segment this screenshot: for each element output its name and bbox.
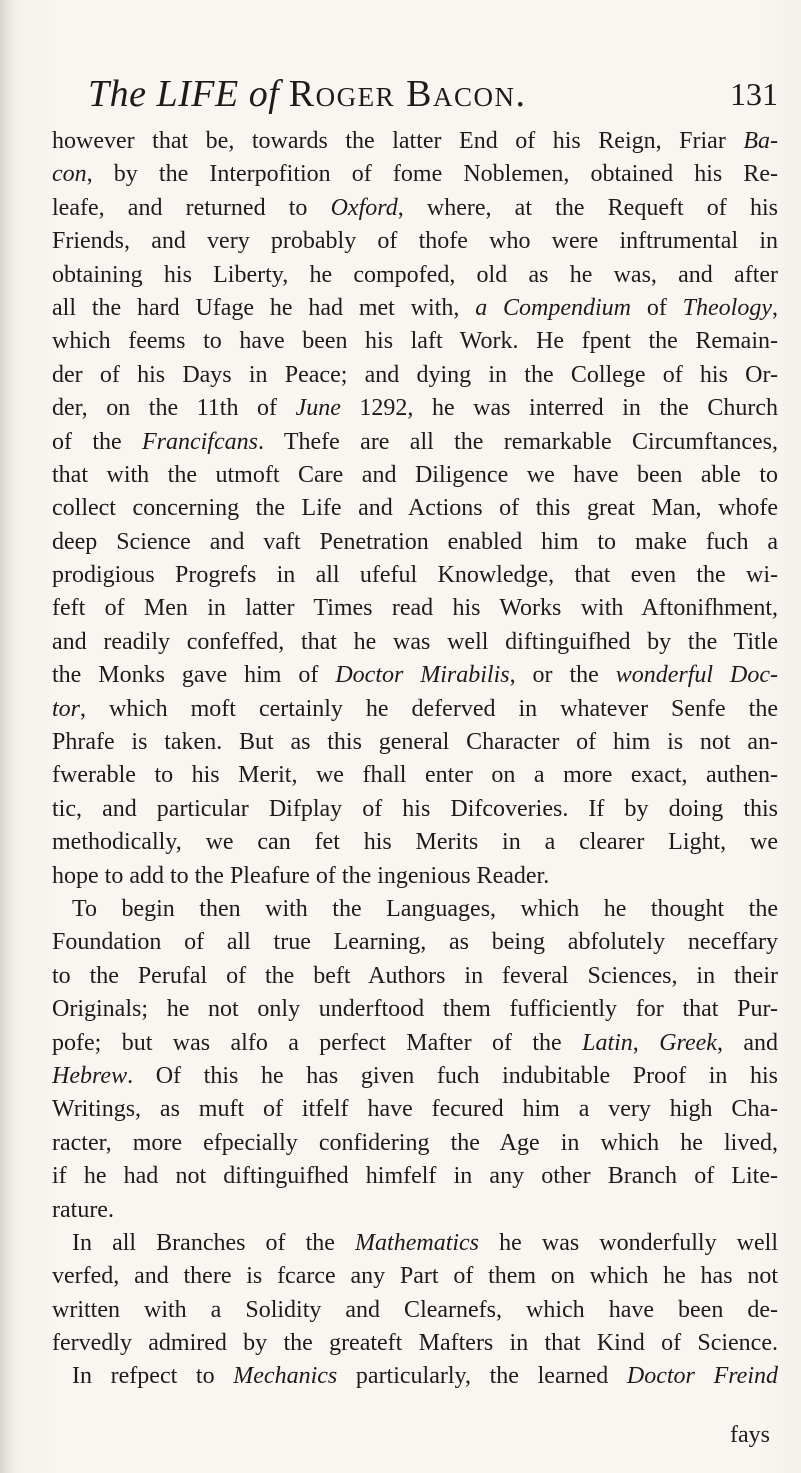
- roman-text: obtaining his Liberty, he compofed, old as he was, and after: [52, 261, 778, 288]
- text-line: [52, 526, 778, 559]
- roman-text: Friends, and very probably of thofe who were inftrumental in: [52, 228, 778, 255]
- roman-text: if he had not diftinguifhed himfelf in any other Branch of Lite-: [52, 1163, 778, 1190]
- text-line: [52, 592, 778, 625]
- roman-text: , by the Interpofition of fome Noblemen, obtained his Re-: [86, 161, 778, 188]
- roman-text: der of his Days in Peace; and dying in the College of his Or-: [52, 361, 778, 388]
- roman-text: In refpect to: [72, 1363, 234, 1390]
- text-line: [52, 759, 778, 792]
- roman-text: . Of this he has given fuch indubitable Proof in his: [127, 1062, 778, 1089]
- roman-text: he was wonderfully well: [479, 1229, 778, 1256]
- text-line: [52, 292, 778, 325]
- text-line: [52, 426, 778, 459]
- text-line: [52, 1260, 778, 1293]
- roman-text: particularly, the learned: [337, 1363, 627, 1390]
- text-line: [52, 1327, 778, 1360]
- roman-text: In all Branches of the: [72, 1229, 356, 1256]
- roman-text: verfed, and there is fcarce any Part of them on which he has not: [52, 1263, 778, 1290]
- roman-text: which feems to have been his laft Work. He fpent the Remain-: [52, 328, 778, 355]
- roman-text: and readily confeffed, that he was well diftinguifhed by the Title: [52, 628, 778, 655]
- roman-text: Writings, as muft of itfelf have fecured him a very high Cha-: [52, 1096, 778, 1123]
- text-line: [52, 1227, 778, 1260]
- catchword: fays: [730, 1422, 770, 1448]
- text-line: [52, 158, 778, 191]
- text-line: [52, 826, 778, 859]
- roman-text: of the: [52, 428, 142, 455]
- roman-text: der, on the 11th of: [52, 395, 296, 422]
- roman-text: however that be, towards the latter End of his Reign, Friar: [52, 128, 744, 154]
- italic-text: June: [295, 395, 341, 422]
- roman-text: , or the: [509, 662, 616, 689]
- roman-text: collect concerning the Life and Actions of this great Man, whofe: [52, 495, 778, 522]
- text-line: [52, 1093, 778, 1126]
- text-line: [52, 1294, 778, 1327]
- italic-text: wonderful Doc-: [615, 662, 778, 689]
- italic-text: Oxford: [330, 194, 398, 221]
- roman-text: To begin then with the Languages, which he thought the: [72, 895, 778, 922]
- text-line: [52, 659, 778, 692]
- text-line: [52, 225, 778, 258]
- header-title-name: Roger Bacon.: [288, 73, 527, 115]
- text-line: [52, 793, 778, 826]
- italic-text: con: [52, 161, 87, 188]
- text-line: [52, 325, 778, 358]
- header-title-italic: The LIFE of: [88, 73, 280, 115]
- italic-text: tor: [52, 695, 81, 722]
- roman-text: 1292, he was interred in the Church: [340, 395, 778, 422]
- roman-text: the Monks gave him of: [52, 662, 336, 689]
- italic-text: Doctor Freind: [626, 1363, 778, 1390]
- roman-text: Foundation of all true Learning, as being abfolutely neceffary: [52, 929, 778, 956]
- running-header: [88, 70, 778, 118]
- roman-text: rature.: [52, 1196, 114, 1223]
- roman-text: racter, more efpecially confidering the Age in which he lived,: [52, 1129, 778, 1156]
- text-line: [52, 726, 778, 759]
- text-line: [52, 1194, 778, 1227]
- text-line: [52, 259, 778, 292]
- italic-text: a Compendium: [475, 294, 632, 321]
- roman-text: . Thefe are all the remarkable Circumftances,: [257, 428, 778, 455]
- text-line: [52, 1127, 778, 1160]
- roman-text: of: [631, 294, 683, 321]
- text-line: [52, 893, 778, 926]
- text-line: [52, 860, 778, 893]
- text-line: [52, 559, 778, 592]
- roman-text: that with the utmoft Care and Diligence we have been able to: [52, 461, 778, 488]
- text-line: [52, 693, 778, 726]
- page-gutter: [0, 0, 14, 1473]
- text-line: [52, 1060, 778, 1093]
- roman-text: deep Science and vaft Penetration enabled him to make fuch a: [52, 528, 778, 555]
- text-line: [52, 192, 778, 225]
- page-number: 131: [730, 76, 778, 112]
- text-line: [52, 993, 778, 1026]
- text-line: [52, 926, 778, 959]
- roman-text: , and: [716, 1029, 778, 1056]
- roman-text: methodically, we can fet his Merits in a clearer Light, we: [52, 829, 778, 856]
- roman-text: all the hard Ufage he had met with,: [52, 294, 476, 321]
- roman-text: , which moft certainly he deferved in whatever Senfe the: [80, 695, 778, 722]
- roman-text: fervedly admired by the greateft Mafters in that Kind of Science.: [52, 1330, 778, 1357]
- roman-text: pofe; but was alfo a perfect Mafter of the: [52, 1029, 583, 1056]
- roman-text: ,: [632, 1029, 660, 1056]
- text-line: [52, 1027, 778, 1060]
- text-line: [52, 392, 778, 425]
- text-line: [52, 359, 778, 392]
- italic-text: Doctor Mirabilis: [335, 662, 510, 689]
- italic-text: Ba-: [743, 128, 778, 154]
- text-line: [52, 492, 778, 525]
- roman-text: feft of Men in latter Times read his Works with Aftonifhment,: [52, 595, 778, 622]
- italic-text: Latin: [582, 1029, 633, 1056]
- text-line: [52, 459, 778, 492]
- body-text: [52, 125, 778, 1394]
- roman-text: leafe, and returned to: [52, 194, 331, 221]
- text-line: [52, 1160, 778, 1193]
- roman-text: tic, and particular Difplay of his Difcoveries. If by doing this: [52, 795, 778, 822]
- italic-text: Hebrew: [52, 1062, 128, 1089]
- roman-text: prodigious Progrefs in all ufeful Knowledge, that even the wi-: [52, 562, 778, 589]
- roman-text: ,: [772, 294, 778, 321]
- roman-text: to the Perufal of the beft Authors in feveral Sciences, in their: [52, 962, 778, 989]
- text-line: [52, 960, 778, 993]
- roman-text: Phrafe is taken. But as this general Character of him is not an-: [52, 729, 778, 756]
- text-line: [52, 1360, 778, 1393]
- roman-text: Originals; he not only underftood them fufficiently for that Pur-: [52, 996, 778, 1023]
- roman-text: written with a Solidity and Clearnefs, which have been de-: [52, 1296, 778, 1323]
- roman-text: , where, at the Requeft of his: [397, 194, 778, 221]
- italic-text: Francifcans: [141, 428, 258, 455]
- italic-text: Greek: [659, 1029, 717, 1056]
- italic-text: Mathematics: [355, 1229, 480, 1256]
- italic-text: Mechanics: [233, 1363, 338, 1390]
- roman-text: fwerable to his Merit, we fhall enter on a more exact, authen-: [52, 762, 778, 789]
- italic-text: Theology: [682, 294, 772, 321]
- roman-text: hope to add to the Pleafure of the ingenious Reader.: [52, 862, 550, 889]
- text-line: [52, 125, 778, 158]
- text-line: [52, 626, 778, 659]
